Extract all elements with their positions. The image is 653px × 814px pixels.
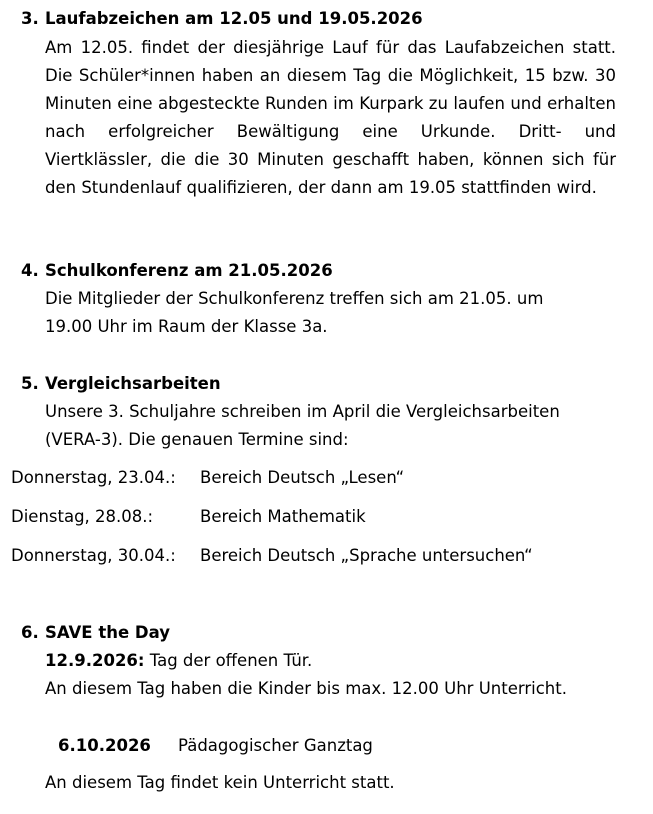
section-5-number: 5. [21,374,39,393]
open-day-date: 12.9.2026: [45,651,145,670]
schedule-subject-2: Bereich Mathematik [200,507,366,526]
pedagogic-label: Pädagogischer Ganztag [178,736,373,755]
section-5-line-2: (VERA-3). Die genauen Termine sind: [45,430,349,449]
section-4-line-2: 19.00 Uhr im Raum der Klasse 3a. [45,317,328,336]
section-5-heading: Vergleichsarbeiten [45,374,221,393]
schedule-subject-3: Bereich Deutsch „Sprache untersuchen“ [200,546,533,565]
section-4-number: 4. [21,261,39,280]
schedule-subject-1: Bereich Deutsch „Lesen“ [200,468,405,487]
pedagogic-date: 6.10.2026 [58,736,151,755]
open-day-label: Tag der offenen Tür. [149,651,313,670]
pedagogic-note: An diesem Tag findet kein Unterricht statt. [45,773,395,792]
section-6-heading: SAVE the Day [45,623,170,642]
section-3-text: Am 12.05. findet der diesjährige Lauf für das Laufabzeichen statt. Die Schüler*innen haben an diesem Tag die Möglichkeit, 15 bzw. 30 Minuten eine abgesteckte Runden im Kurpark zu laufen und erhalten nach erfolgreicher Bewältigung eine Urkunde. Dritt- und Viertklässler, die die 30 Minuten geschafft haben, können sich für den Stundenlauf qualifizieren, der dann am 19.05 stattfinden wird. [45,38,616,197]
section-3-heading: Laufabzeichen am 12.05 und 19.05.2026 [45,9,423,28]
schedule-date-2: Dienstag, 28.08.: [11,507,154,526]
section-4-line-1: Die Mitglieder der Schulkonferenz treffen sich am 21.05. um [45,289,544,308]
section-4-heading: Schulkonferenz am 21.05.2026 [45,261,333,280]
schedule-date-1: Donnerstag, 23.04.: [11,468,176,487]
section-6-number: 6. [21,623,39,642]
section-3-number: 3. [21,9,39,28]
open-day-note: An diesem Tag haben die Kinder bis max. 12.00 Uhr Unterricht. [45,679,567,698]
schedule-date-3: Donnerstag, 30.04.: [11,546,176,565]
section-5-line-1: Unsere 3. Schuljahre schreiben im April die Vergleichsarbeiten [45,402,560,421]
open-day-line [45,651,312,670]
